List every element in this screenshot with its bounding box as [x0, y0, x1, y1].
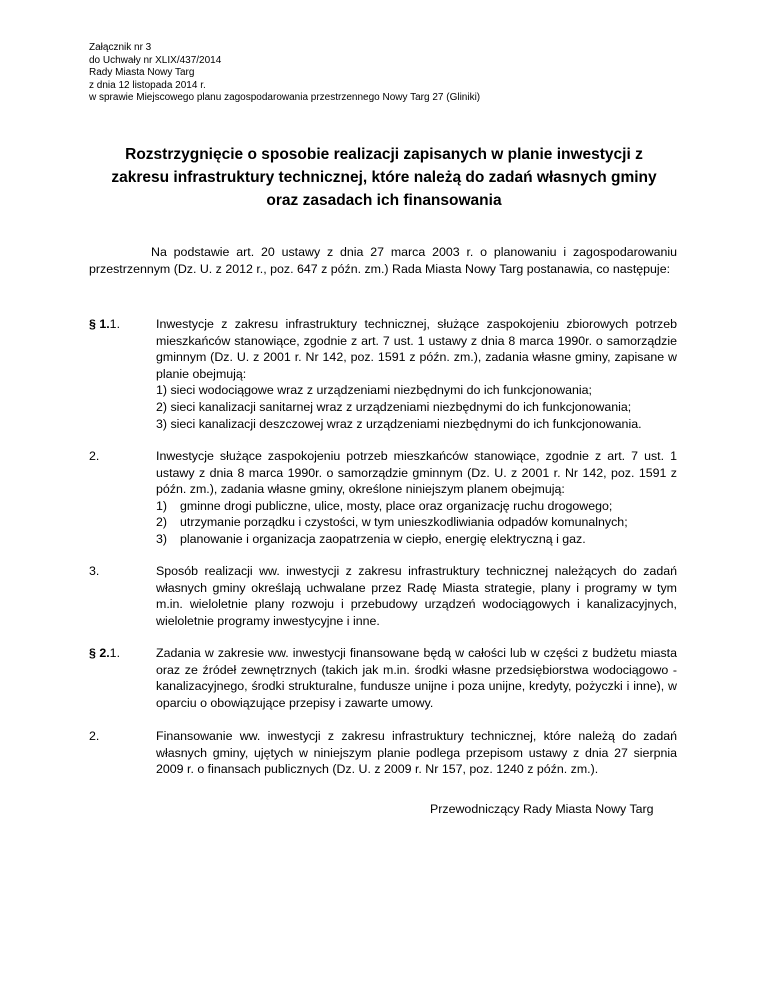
paragraph-label: § 2.	[89, 646, 110, 660]
list-item	[156, 498, 677, 515]
list-item	[156, 531, 677, 548]
point-text: Sposób realizacji ww. inwestycji z zakresu infrastruktury technicznej należących do zadań własnych gminy określają uchwalane przez Radę Miasta strategie, plany i programy w tym m.in. wieloletnie plany rozwoju i przebudowy urządzeń wodociągowych i kanalizacyjnych, wieloletnie programy inwestycyjne i inne.	[156, 564, 677, 628]
item-text: gminne drogi publiczne, ulice, mosty, place oraz organizację ruchu drogowego;	[180, 498, 613, 513]
section-2-point-2	[89, 728, 677, 778]
item-number: 2)	[156, 515, 168, 530]
point-number: 3.	[89, 564, 100, 578]
attachment-header	[89, 42, 480, 105]
point-text: Zadania w zakresie ww. inwestycji finansowane będą w całości lub w części z budżetu miasta oraz ze źródeł zewnętrznych (takich jak m.in. środki własne przedsiębiorstwa wodociągowo - kanalizacyjnego, środki strukturalne, fundusze unijne i poza unijne, kredyty, pożyczki i inne), w oparciu o obowiązujące przepisy i zawarte umowy.	[156, 646, 677, 710]
point-text: Inwestycje służące zaspokojeniu potrzeb mieszkańców stanowiące, zgodnie z art. 7 ust. 1 ustawy z dnia 8 marca 1990r. o samorządzie gminnym (Dz. U. z 2001 r. Nr 142, poz. 1591 z późn. zm.), zadania własne gminy, określone niniejszym planem obejmują:	[156, 449, 677, 497]
item-number: 3)	[156, 531, 168, 546]
point-number: 2.	[89, 449, 100, 463]
header-line: do Uchwały nr XLIX/437/2014	[89, 54, 222, 66]
signature-line: Przewodniczący Rady Miasta Nowy Targ	[430, 802, 654, 816]
point-number: 2.	[89, 729, 100, 743]
item-text: utrzymanie porządku i czystości, w tym unieszkodliwiania odpadów komunalnych;	[180, 515, 628, 530]
paragraph-label: § 1.	[89, 317, 110, 331]
section-1-point-3	[89, 563, 677, 629]
point-text-block	[156, 448, 677, 548]
document-title: Rozstrzygnięcie o sposobie realizacji zapisanych w planie inwestycji z zakresu infrastruktury technicznej, które należą do zadań własnych gminy oraz zasadach ich finansowania	[111, 146, 657, 209]
item-list	[156, 498, 677, 548]
item-number: 1)	[156, 498, 168, 513]
point-text: Finansowanie ww. inwestycji z zakresu infrastruktury technicznej, które należą do zadań własnych gminy, ujętych w niniejszym planie podlega przepisom ustawy z dnia 27 sierpnia 2009 r. o finansach publicznych (Dz. U. z 2009 r. Nr 157, poz. 1240 z późn. zm.).	[156, 729, 677, 777]
header-line: z dnia 12 listopada 2014 r.	[89, 79, 206, 91]
header-line: Załącznik nr 3	[89, 42, 152, 53]
item-text: planowanie i organizacja zaopatrzenia w ciepło, energię elektryczną i gaz.	[180, 531, 586, 546]
point-text: Inwestycje z zakresu infrastruktury technicznej, służące zaspokojeniu zbiorowych potrzeb mieszkańców stanowiące, zgodnie z art. 7 ust. 1 ustawy z dnia 8 marca 1990r. o samorządzie gminnym (Dz. U. z 2001 r. Nr 142, poz. 1591 z późn. zm.), zadania własne gminy, zapisane w planie obejmują:	[156, 317, 677, 381]
list-item: 1) sieci wodociągowe wraz z urządzeniami niezbędnymi do ich funkcjonowania;	[156, 383, 592, 398]
section-1-point-1	[89, 316, 677, 432]
list-item	[156, 514, 677, 531]
list-item: 3) sieci kanalizacji deszczowej wraz z urządzeniami niezbędnymi do ich funkcjonowania.	[156, 416, 642, 431]
point-number: § 2.1.	[89, 646, 121, 660]
point-number: § 1.1.	[89, 317, 121, 331]
section-2-point-1	[89, 645, 677, 711]
item-list	[156, 382, 677, 432]
section-1-point-2	[89, 448, 677, 548]
intro-paragraph: Na podstawie art. 20 ustawy z dnia 27 marca 2003 r. o planowaniu i zagospodarowaniu przestrzennym (Dz. U. z 2012 r., poz. 647 z późn. zm.) Rada Miasta Nowy Targ postanawia, co następuje:	[89, 245, 677, 276]
header-line: w sprawie Miejscowego planu zagospodarowania przestrzennego Nowy Targ 27 (Gliniki)	[89, 92, 481, 103]
point-text-block	[156, 316, 677, 432]
header-line: Rady Miasta Nowy Targ	[89, 67, 195, 78]
list-item: 2) sieci kanalizacji sanitarnej wraz z urządzeniami niezbędnymi do ich funkcjonowania;	[156, 399, 632, 414]
